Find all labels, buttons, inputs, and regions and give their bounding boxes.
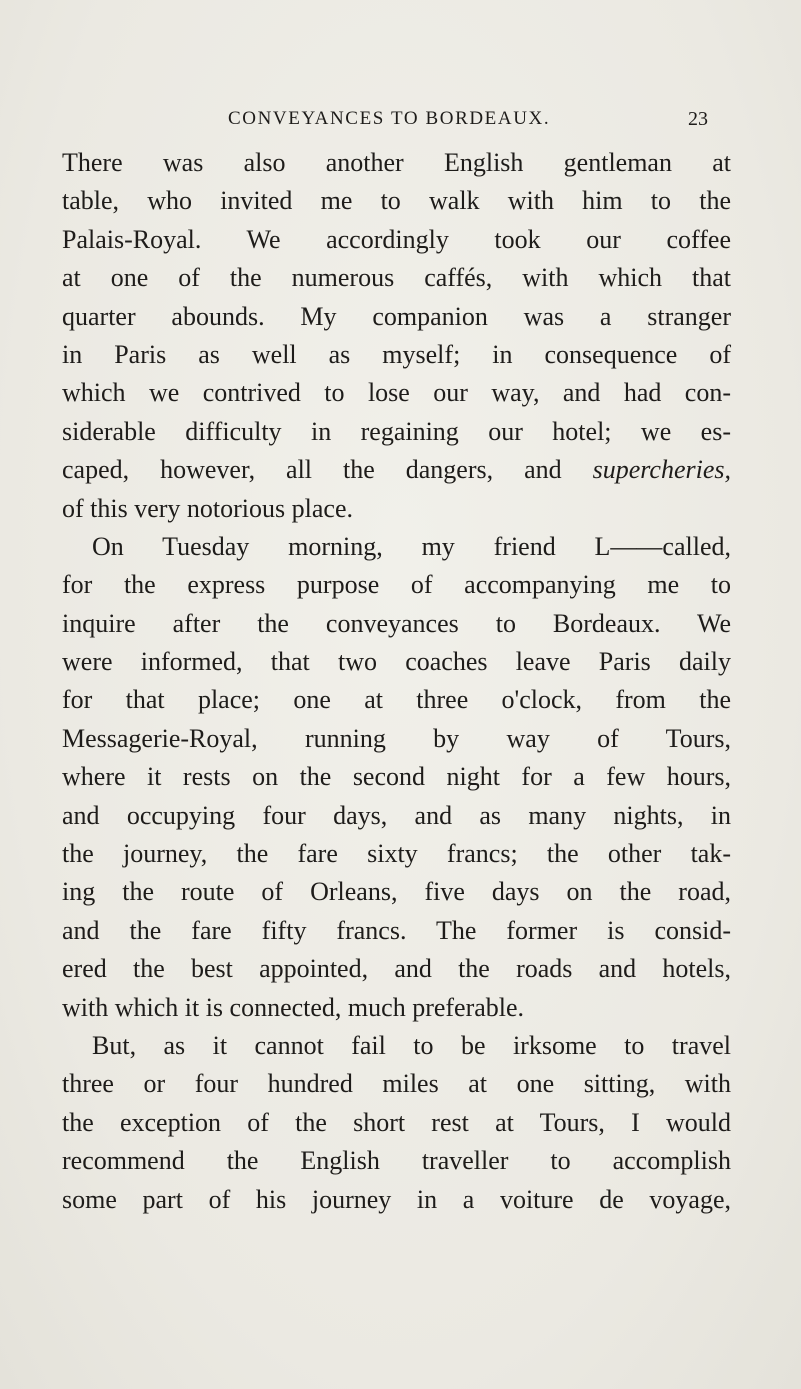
text-line: ing the route of Orleans, five days on the road, [62,877,731,907]
running-head [228,104,708,134]
text-line: which we contrived to lose our way, and had con- [62,378,731,408]
paragraph-end-line: of this very notorious place. [62,493,353,523]
paragraph-start-line: On Tuesday morning, my friend L——called, [92,531,731,561]
text-line: where it rests on the second night for a few hours, [62,762,731,792]
text-line: Messagerie-Royal, running by way of Tours, [62,723,731,753]
text-line: were informed, that two coaches leave Paris daily [62,647,731,677]
text-line-with-italic [62,451,731,489]
running-title: CONVEYANCES TO BORDEAUX. [228,108,551,129]
italic-word: supercheries, [592,455,731,485]
text-line: the exception of the short rest at Tours, I would [62,1107,731,1137]
text-line: three or four hundred miles at one sitting, with [62,1069,731,1099]
text-line: recommend the English traveller to accomplish [62,1146,731,1176]
text-line: in Paris as well as myself; in consequence of [62,339,731,369]
text-line: table, who invited me to walk with him to the [62,186,731,216]
text-segment: caped, however, all the dangers, and [62,455,593,485]
text-line: inquire after the conveyances to Bordeaux. We [62,608,731,638]
paragraph-start-line: But, as it cannot fail to be irksome to travel [92,1030,731,1060]
body-text [62,144,731,1219]
text-line: for that place; one at three o'clock, from the [62,685,731,715]
text-line: quarter abounds. My companion was a stranger [62,301,731,331]
text-line: at one of the numerous caffés, with which that [62,263,731,293]
text-line: There was also another English gentleman at [62,148,731,177]
text-line: some part of his journey in a voiture de voyage, [62,1184,731,1214]
text-line: Palais-Royal. We accordingly took our coffee [62,224,731,254]
text-line: siderable difficulty in regaining our hotel; we es- [62,416,731,446]
text-line: and occupying four days, and as many nights, in [62,800,731,830]
text-line: ered the best appointed, and the roads and hotels, [62,954,731,984]
paragraph-end-line: with which it is connected, much preferable. [62,992,525,1022]
page-number: 23 [688,108,708,130]
text-line: for the express purpose of accompanying me to [62,570,731,600]
text-line: the journey, the fare sixty francs; the other tak- [62,839,731,869]
text-line: and the fare fifty francs. The former is consid- [62,915,731,945]
